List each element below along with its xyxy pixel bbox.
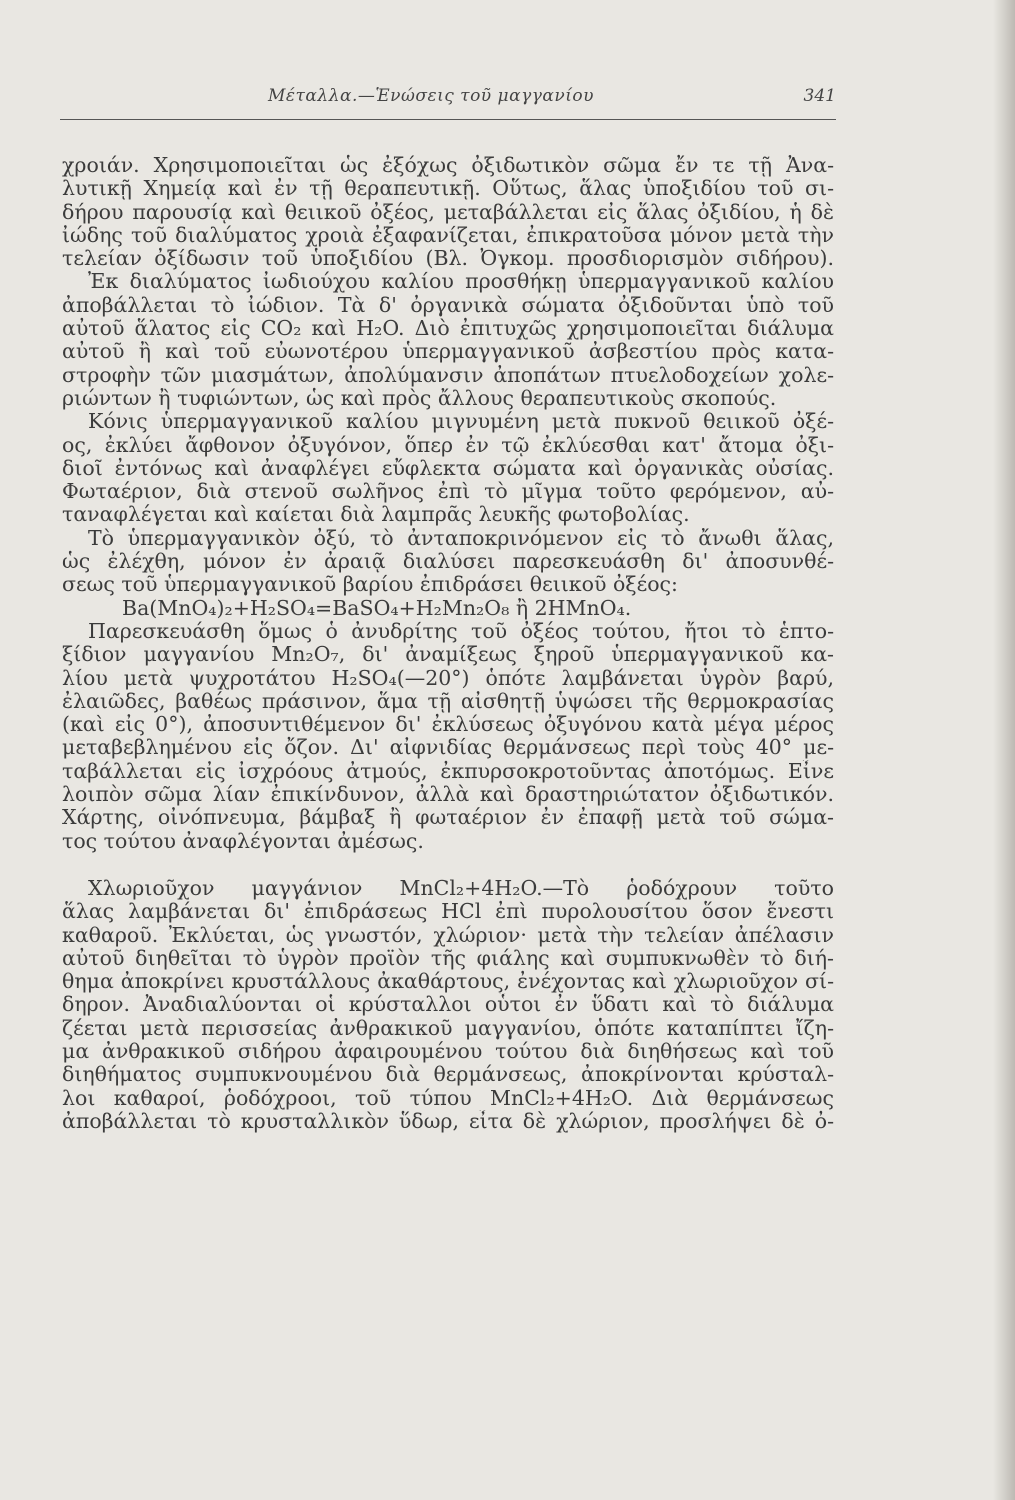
text-line: ὡς ἐλέχθη, μόνον ἐν ἀραιᾷ διαλύσει παρεσκευάσθη δι' ἀποσυνθέ- [62, 550, 834, 574]
text-line: Τὸ ὑπερμαγγανικὸν ὀξύ, τὸ ἀνταποκρινόμενον εἰς τὸ ἄνωθι ἅλας, [88, 526, 834, 550]
paragraph-gap [62, 853, 834, 877]
running-title: Μέταλλα.—Ἑνώσεις τοῦ μαγγανίου [268, 86, 594, 106]
text-line: σεως τοῦ ὑπερμαγγανικοῦ βαρίου ἐπιδράσει θειικοῦ ὀξέος: [62, 573, 678, 597]
page-edge-shadow [993, 0, 1015, 1500]
text-line: τελείαν ὀξίδωσιν τοῦ ὑποξιδίου (Βλ. Ὀγκομ. προσδιορισμὸν σιδήρου). [62, 247, 834, 271]
text-line: ζέεται μετὰ περισσείας ἀνθρακικοῦ μαγγανίου, ὁπότε καταπίπτει ἴζη- [62, 1016, 834, 1040]
text-line: τος τούτου ἀναφλέγονται ἀμέσως. [62, 829, 424, 853]
text-line: λοι καθαροί, ῥοδόχροοι, τοῦ τύπου MnCl₂+4H₂O. Διὰ θερμάνσεως [62, 1086, 834, 1110]
text-line: χροιάν. Χρησιμοποιεῖται ὡς ἐξόχως ὀξιδωτικὸν σῶμα ἔν τε τῇ Ἀνα- [62, 154, 834, 177]
section-heading-line: Χλωριοῦχον μαγγάνιον MnCl₂+4H₂O.—Τὸ ῥοδόχρουν τοῦτο [88, 876, 834, 900]
page-header [60, 86, 836, 112]
text-line: (καὶ εἰς 0°), ἀποσυντιθέμενον δι' ἐκλύσεως ὀξυγόνου κατὰ μέγα μέρος [62, 713, 834, 737]
text-line: Κόνις ὑπερμαγγανικοῦ καλίου μιγνυμένη μετὰ πυκνοῦ θειικοῦ ὀξέ- [88, 410, 834, 434]
text-line: λίου μετὰ ψυχροτάτου H₂SO₄(—20°) ὁπότε λαμβάνεται ὑγρὸν βαρύ, [62, 666, 834, 690]
text-line: αὐτοῦ ἅλατος εἰς CO₂ καὶ H₂O. Διὸ ἐπιτυχῶς χρησιμοποιεῖται διάλυμα [62, 317, 834, 341]
text-line: ξίδιον μαγγανίου Mn₂O₇, δι' ἀναμίξεως ξηροῦ ὑπερμαγγανικοῦ κα- [62, 643, 834, 667]
text-line: ἰώδης τοῦ διαλύματος χροιὰ ἐξαφανίζεται, ἐπικρατοῦσα μόνον μετὰ τὴν [62, 223, 834, 247]
text-line: ἀποβάλλεται τὸ κρυσταλλικὸν ὕδωρ, εἶτα δὲ χλώριον, προσλήψει δὲ ὀ- [62, 1109, 834, 1133]
formula-line: Ba(MnO₄)₂+H₂SO₄=BaSO₄+H₂Mn₂O₈ ἢ 2HMnO₄. [122, 596, 632, 620]
text-line: ριώντων ἢ τυφιώντων, ὡς καὶ πρὸς ἄλλους θεραπευτικοὺς σκοπούς. [62, 386, 777, 410]
text-line: ἅλας λαμβάνεται δι' ἐπιδράσεως HCl ἐπὶ πυρολουσίτου ὅσον ἔνεστι [62, 900, 834, 924]
body-text [62, 154, 834, 1133]
text-line: στροφὴν τῶν μιασμάτων, ἀπολύμανσιν ἀποπάτων πτυελοδοχείων χολε- [62, 363, 834, 387]
text-line: ἀποβάλλεται τὸ ἰώδιον. Τὰ δ' ὀργανικὰ σώματα ὀξιδοῦνται ὑπὸ τοῦ [62, 293, 834, 317]
text-line: ος, ἐκλύει ἄφθονον ὀξυγόνον, ὅπερ ἐν τῷ ἐκλύεσθαι κατ' ἄτομα ὀξι- [62, 433, 834, 457]
page-number: 341 [803, 86, 836, 106]
text-line: θημα ἀποκρίνει κρυστάλλους ἀκαθάρτους, ἐνέχοντας καὶ χλωριοῦχον σί- [62, 970, 834, 994]
text-line: αὐτοῦ διηθεῖται τὸ ὑγρὸν προϊὸν τῆς φιάλης καὶ συμπυκνωθὲν τὸ διή- [62, 946, 834, 970]
text-line: διοῖ ἐντόνως καὶ ἀναφλέγει εὔφλεκτα σώματα καὶ ὀργανικὰς οὐσίας. [62, 456, 834, 480]
text-line: λοιπὸν σῶμα λίαν ἐπικίνδυνον, ἀλλὰ καὶ δραστηριώτατον ὀξιδωτικόν. [62, 783, 834, 807]
text-line: ταβάλλεται εἰς ἰσχρόους ἀτμούς, ἐκπυρσοκροτοῦντας ἀποτόμως. Εἶνε [62, 759, 834, 783]
text-line: διηθήματος συμπυκνουμένου διὰ θερμάνσεως, ἀποκρίνονται κρύσταλ- [62, 1063, 834, 1087]
text-line: λυτικῇ Χημείᾳ καὶ ἐν τῇ θεραπευτικῇ. Οὕτως, ἅλας ὑποξιδίου τοῦ σι- [62, 177, 834, 201]
text-line: καθαροῦ. Ἐκλύεται, ὡς γνωστόν, χλώριον· μετὰ τὴν τελείαν ἀπέλασιν [62, 923, 834, 947]
text-line: δήρου παρουσίᾳ καὶ θειικοῦ ὀξέος, μεταβάλλεται εἰς ἅλας ὀξιδίου, ἡ δὲ [62, 200, 834, 224]
header-rule [60, 119, 836, 120]
text-line: δηρον. Ἀναδιαλύονται οἱ κρύσταλλοι οὗτοι ἐν ὕδατι καὶ τὸ διάλυμα [62, 993, 834, 1017]
text-line: αὐτοῦ ἢ καὶ τοῦ εὐωνοτέρου ὑπερμαγγανικοῦ ἀσβεστίου πρὸς κατα- [62, 340, 834, 364]
text-line: ταναφλέγεται καὶ καίεται διὰ λαμπρᾶς λευκῆς φωτοβολίας. [62, 503, 690, 527]
text-line: Φωταέριον, διὰ στενοῦ σωλῆνος ἐπὶ τὸ μῖγμα τοῦτο φερόμενον, αὐ- [62, 480, 834, 504]
text-line: Χάρτης, οἰνόπνευμα, βάμβαξ ἢ φωταέριον ἐν ἐπαφῇ μετὰ τοῦ σώμα- [62, 806, 834, 830]
text-line: μα ἀνθρακικοῦ σιδήρου ἀφαιρουμένου τούτου διὰ διηθήσεως καὶ τοῦ [62, 1039, 834, 1063]
text-line: ἐλαιῶδες, βαθέως πράσινον, ἅμα τῇ αἰσθητῇ ὑψώσει τῆς θερμοκρασίας [62, 689, 834, 713]
text-line: Παρεσκευάσθη ὅμως ὁ ἀνυδρίτης τοῦ ὀξέος τούτου, ἤτοι τὸ ἑπτο- [88, 619, 834, 643]
text-line: μεταβεβλημένου εἰς ὄζον. Δι' αἰφνιδίας θερμάνσεως περὶ τοὺς 40° με- [62, 736, 834, 760]
text-line: Ἐκ διαλύματος ἰωδιούχου καλίου προσθήκῃ ὑπερμαγγανικοῦ καλίου [88, 270, 834, 294]
